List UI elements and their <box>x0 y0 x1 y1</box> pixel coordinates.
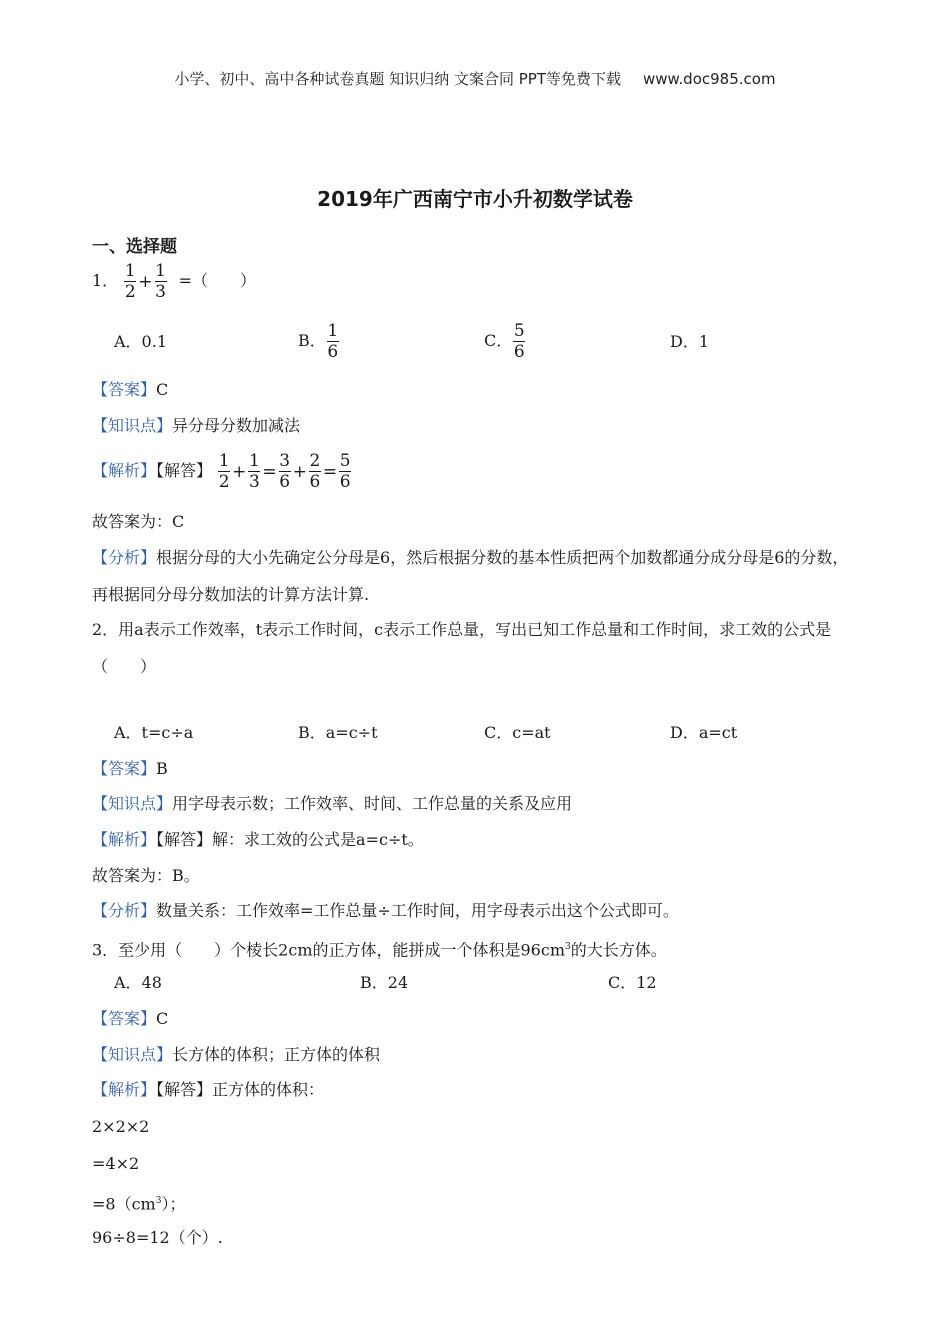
q1-knowledge: 【知识点】异分母分数加减法 <box>92 416 301 435</box>
q3-stem: 3．至少用（ ）个棱长2cm的正方体，能拼成一个体积是$96cm^3$的大长方体。 <box>92 940 667 960</box>
header-site: www.doc985.com <box>642 70 776 88</box>
q1-fraction-1: $\frac{1}{2}$ <box>124 261 136 302</box>
q3-option-c: C．12 <box>608 973 657 992</box>
q3-calc-4: 96÷8=12（个）. <box>92 1228 223 1247</box>
q2-option-a: A．t=c÷a <box>114 723 194 742</box>
page-header <box>0 68 950 89</box>
page-title: 2019年广西南宁市小升初数学试卷 <box>317 187 633 211</box>
q1-plus: + <box>138 271 153 292</box>
q3-calc-3: $=8(cm^3)$； <box>92 1194 186 1214</box>
q3-calc-1: 2×2×2 <box>92 1117 150 1136</box>
q2-solution: 【解析】【解答】解：求工效的公式是a=c÷t。 <box>92 830 424 849</box>
header-text: 小学、初中、高中各种试卷真题 知识归纳 文案合同 PPT等免费下载 <box>174 70 621 88</box>
q1-analysis: 【分析】根据分母的大小先确定公分母是6，然后根据分数的基本性质把两个加数都通分成分母是6的分数，再根据同分母分数加法的计算方法计算. <box>92 548 849 604</box>
q1-option-d: D．1 <box>670 332 710 351</box>
q1-stem <box>92 262 256 301</box>
q2-stem: 2．用a表示工作效率，t表示工作时间，c表示工作总量，写出已知工作总量和工作时间，求工效的公式是（ ） <box>92 620 832 676</box>
q2-answer: 【答案】B <box>92 759 168 778</box>
q2-knowledge: 【知识点】用字母表示数；工作效率、时间、工作总量的关系及应用 <box>92 794 573 813</box>
q1-solution: 【解析】【解答】 $\frac{1}{2}$ + $\frac{1}{3}$ = $\frac{3}{6}$ + $\frac{2}{6}$ = $\frac{5}{6}$ <box>92 451 351 492</box>
q3-option-a: A．48 <box>114 973 162 992</box>
q1-conclusion: 故答案为：C <box>92 512 185 531</box>
q2-option-c: C．c=at <box>484 723 551 742</box>
q2-analysis: 【分析】数量关系：工作效率=工作总量÷工作时间，用字母表示出这个公式即可。 <box>92 901 679 920</box>
q1-number: 1． <box>92 271 119 290</box>
q3-option-b: B．24 <box>360 973 409 992</box>
q1-option-b-fraction: $\frac{1}{6}$ <box>327 321 339 362</box>
q2-option-d: D．a=ct <box>670 723 738 742</box>
q3-calc-2: =4×2 <box>92 1154 140 1173</box>
q2-option-b: B．a=c÷t <box>298 723 378 742</box>
q1-fraction-2: $\frac{1}{3}$ <box>155 261 166 302</box>
q1-option-c: C． $\frac{5}{6}$ <box>484 321 525 362</box>
q1-option-c-fraction: $\frac{5}{6}$ <box>513 321 525 362</box>
q1-blank: =（ ） <box>178 271 257 290</box>
q3-answer: 【答案】C <box>92 1009 169 1028</box>
section-heading: 一、选择题 <box>92 237 177 257</box>
q1-option-b: B． $\frac{1}{6}$ <box>298 321 339 362</box>
q3-knowledge: 【知识点】长方体的体积；正方体的体积 <box>92 1045 381 1064</box>
q2-conclusion: 故答案为：B。 <box>92 866 200 885</box>
q1-answer: 【答案】C <box>92 380 169 399</box>
q3-solution: 【解析】【解答】正方体的体积： <box>92 1080 325 1099</box>
q1-option-a: A．0.1 <box>114 332 168 351</box>
